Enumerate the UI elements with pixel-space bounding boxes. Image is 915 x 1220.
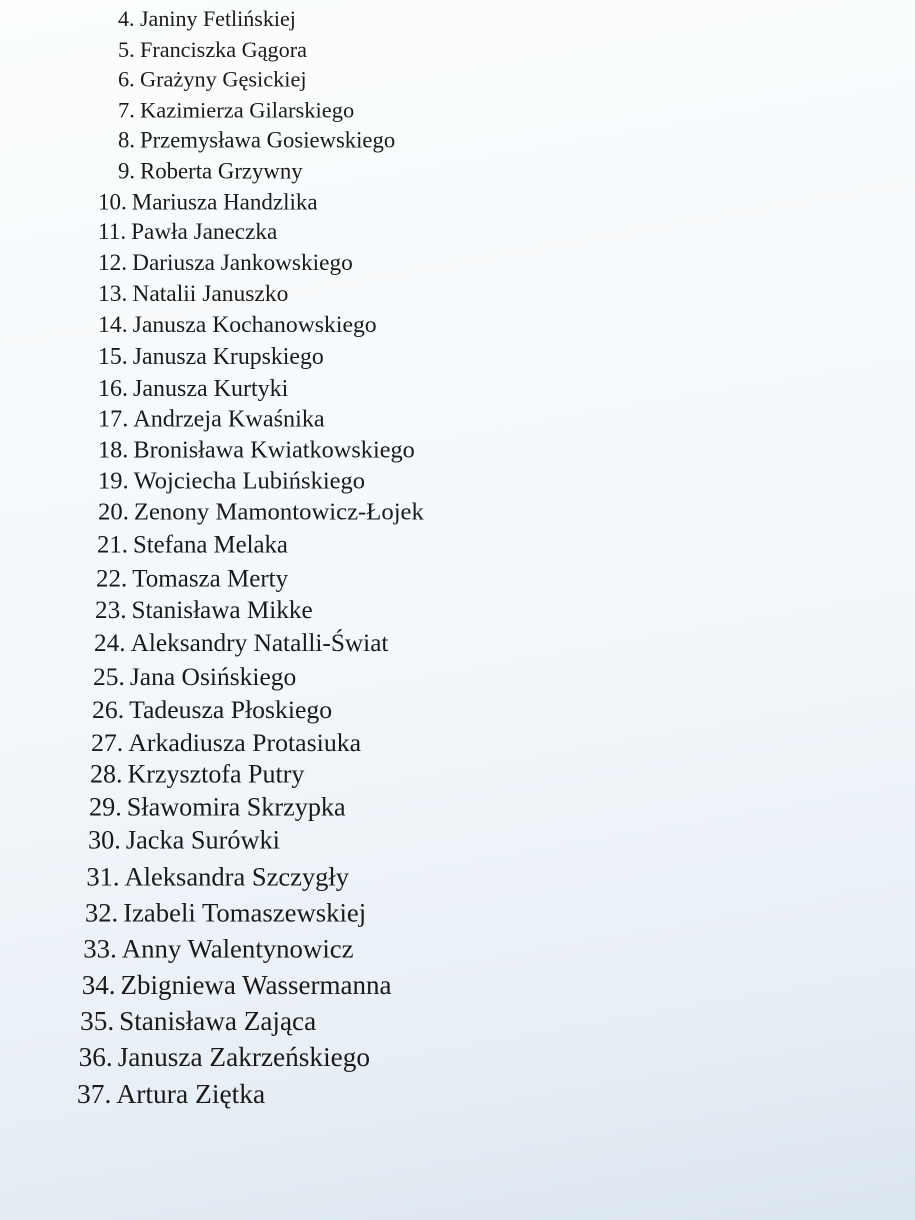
- item-number: 32.: [84, 897, 119, 928]
- item-number: 14.: [98, 312, 128, 339]
- item-name: Dariusza Jankowskiego: [132, 250, 353, 277]
- item-number: 24.: [94, 629, 126, 658]
- list-item: [84, 897, 367, 928]
- item-number: 21.: [97, 531, 128, 559]
- list-item: [118, 127, 396, 153]
- list-item: [98, 500, 424, 525]
- list-item: [98, 438, 415, 462]
- item-name: Jana Osińskiego: [129, 661, 297, 691]
- item-name: Anny Walentynowicz: [121, 933, 354, 964]
- item-name: Pawła Janeczka: [131, 219, 278, 246]
- list-item: [118, 5, 296, 31]
- item-name: Roberta Grzywny: [140, 157, 303, 183]
- item-number: 33.: [83, 933, 117, 964]
- item-number: 26.: [92, 694, 125, 724]
- list-item: [118, 99, 354, 122]
- item-name: Zenony Mamontowicz-Łojek: [133, 498, 424, 526]
- list-item: [77, 1077, 266, 1109]
- list-item: [118, 66, 307, 92]
- list-item: [98, 407, 325, 431]
- list-item: [86, 861, 349, 892]
- item-number: 11.: [98, 219, 127, 246]
- item-number: 16.: [98, 375, 128, 402]
- item-number: 28.: [90, 760, 123, 790]
- item-name: Jacka Surówki: [125, 825, 280, 855]
- list-item: [98, 376, 288, 400]
- item-number: 13.: [98, 281, 128, 308]
- list-item: [81, 969, 392, 1000]
- item-name: Franciszka Gągora: [140, 36, 307, 62]
- item-number: 31.: [86, 861, 120, 892]
- item-name: Przemysława Gosiewskiego: [140, 127, 396, 153]
- item-name: Arkadiusza Protasiuka: [128, 727, 362, 757]
- list-item: [95, 599, 313, 624]
- item-name: Janusza Zakrzeńskiego: [117, 1041, 371, 1072]
- list-item: [78, 1041, 371, 1072]
- item-name: Aleksandra Szczygły: [124, 861, 349, 892]
- item-name: Janusza Krupskiego: [132, 343, 324, 370]
- item-number: 29.: [89, 792, 122, 822]
- item-number: 37.: [77, 1077, 112, 1109]
- item-number: 22.: [96, 564, 128, 592]
- item-number: 19.: [98, 467, 129, 495]
- item-name: Andrzeja Kwaśnika: [133, 405, 325, 433]
- list-item: [98, 283, 288, 307]
- item-number: 6.: [118, 66, 135, 92]
- item-name: Sławomira Skrzypka: [126, 792, 346, 822]
- item-number: 8.: [118, 127, 136, 153]
- item-number: 20.: [98, 498, 129, 526]
- item-number: 17.: [98, 405, 129, 433]
- item-number: 25.: [93, 661, 125, 691]
- list-item: [92, 694, 333, 724]
- list-item: [96, 566, 288, 591]
- item-name: Stanisława Zająca: [119, 1005, 317, 1036]
- item-name: Wojciecha Lubińskiego: [133, 467, 366, 495]
- item-name: Janiny Fetlińskiej: [140, 5, 296, 31]
- list-item: [118, 38, 307, 60]
- item-name: Janusza Kochanowskiego: [132, 312, 377, 339]
- list-item: [98, 190, 318, 213]
- item-name: Grażyny Gęsickiej: [140, 66, 307, 92]
- item-name: Stefana Melaka: [133, 531, 288, 559]
- item-number: 23.: [95, 597, 127, 625]
- item-number: 34.: [81, 969, 116, 1000]
- item-name: Mariusza Handzlika: [131, 189, 318, 215]
- item-number: 10.: [98, 189, 127, 215]
- item-number: 18.: [98, 436, 129, 464]
- list-item: [97, 533, 288, 558]
- item-name: Stanisława Mikke: [131, 597, 313, 625]
- item-number: 35.: [80, 1005, 115, 1036]
- list-item: [94, 631, 388, 656]
- item-number: 9.: [118, 157, 136, 183]
- item-name: Bronisława Kwiatkowskiego: [133, 436, 415, 464]
- item-name: Zbigniewa Wassermanna: [120, 969, 392, 1000]
- item-name: Janusza Kurtyki: [133, 375, 289, 402]
- list-item: [90, 762, 304, 788]
- item-number: 12.: [98, 250, 128, 277]
- list-item: [98, 345, 324, 369]
- item-name: Izabeli Tomaszewskiej: [123, 897, 367, 928]
- item-number: 36.: [78, 1041, 113, 1072]
- item-name: Artura Ziętka: [116, 1077, 266, 1109]
- item-number: 30.: [88, 825, 121, 855]
- list-item: [80, 1005, 317, 1036]
- item-number: 5.: [118, 36, 135, 62]
- item-name: Krzysztofa Putry: [127, 760, 305, 790]
- list-item: [83, 933, 354, 964]
- item-name: Aleksandry Natalli-Świat: [130, 629, 389, 658]
- item-number: 4.: [118, 5, 135, 31]
- item-name: Tomasza Merty: [132, 564, 289, 592]
- list-item: [93, 661, 297, 691]
- list-item: [98, 252, 353, 275]
- list-item: [98, 221, 277, 244]
- list-item: [98, 314, 377, 338]
- list-item: [91, 729, 361, 755]
- list-item: [89, 792, 346, 822]
- list-item: [118, 157, 303, 183]
- list-item: [88, 825, 280, 855]
- item-name: Tadeusza Płoskiego: [129, 694, 333, 724]
- list-item: [98, 469, 365, 494]
- item-number: 7.: [118, 97, 135, 123]
- item-name: Natalii Januszko: [132, 281, 289, 308]
- item-number: 15.: [98, 343, 128, 370]
- item-number: 27.: [91, 727, 124, 757]
- item-name: Kazimierza Gilarskiego: [140, 97, 355, 123]
